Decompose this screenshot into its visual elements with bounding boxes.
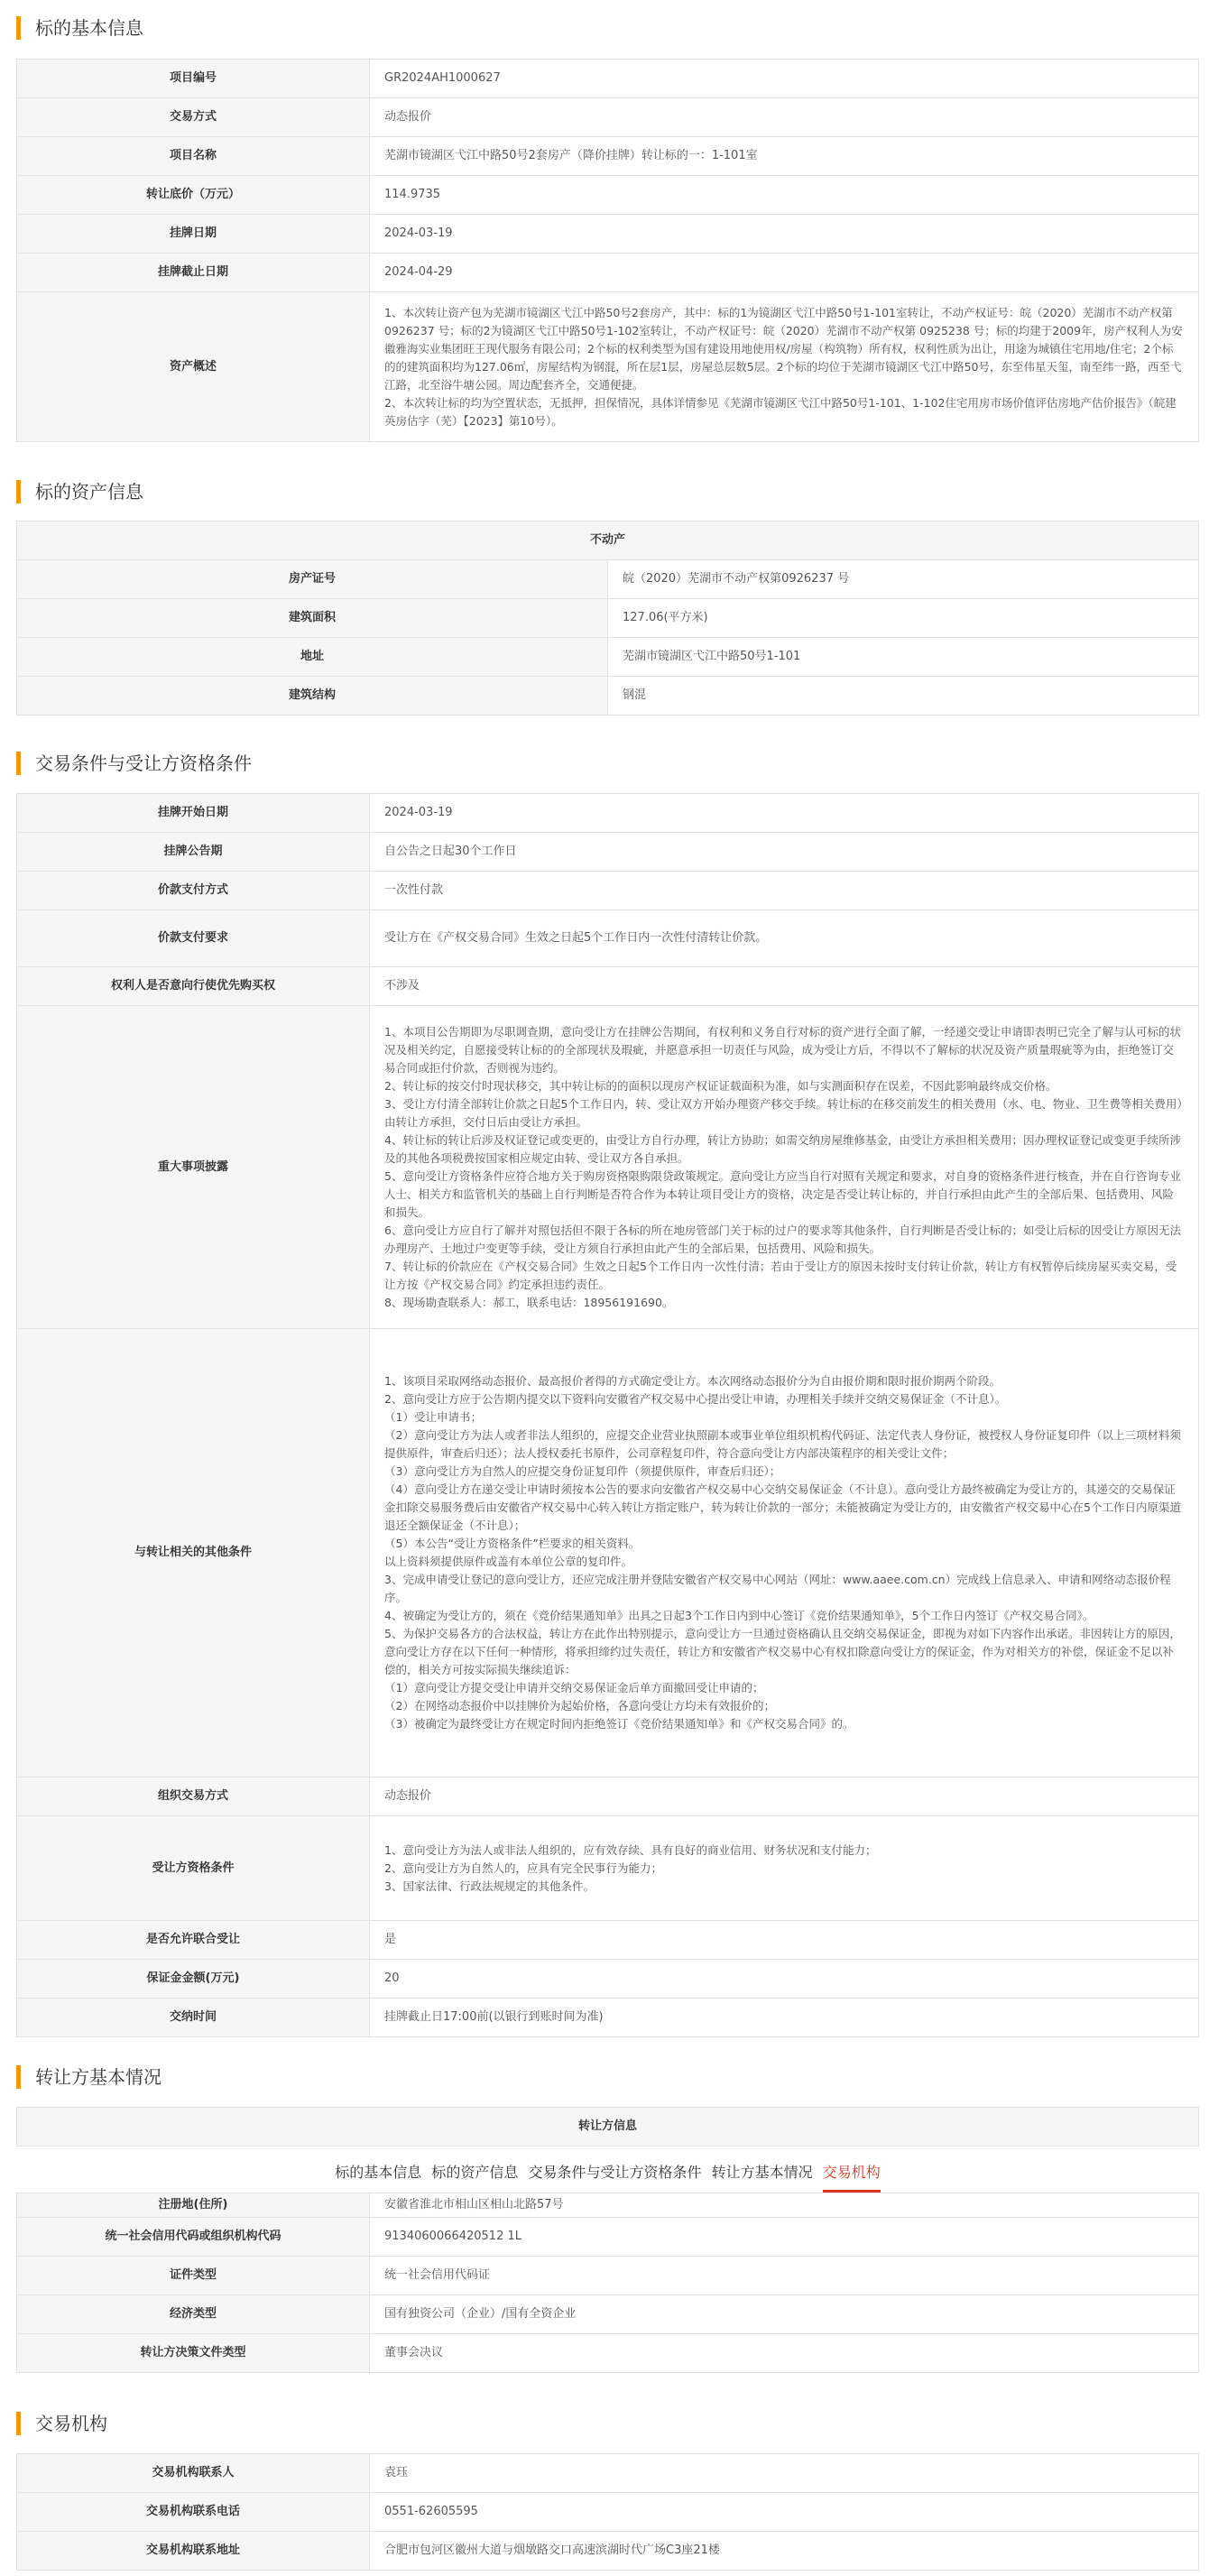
section-title-transferor: 转让方基本情况: [16, 2065, 162, 2089]
tab-basic[interactable]: 标的基本信息: [335, 2164, 422, 2181]
period-label: 挂牌公告期: [17, 833, 370, 872]
org-value: 动态报价: [370, 1777, 1199, 1816]
agency-table: [16, 2453, 1199, 2571]
conditions-table: [16, 793, 1199, 2037]
deadline-label: 交纳时间: [17, 1999, 370, 2037]
deadline-value: 挂牌截止日17:00前(以银行到账时间为准): [370, 1999, 1199, 2037]
section-tabs: [16, 2152, 1199, 2193]
cert-label: 房产证号: [17, 560, 608, 599]
project-name-label: 项目名称: [17, 137, 370, 176]
tab-transferor[interactable]: 转让方基本情况: [711, 2164, 813, 2181]
area-value: 127.06(平方米): [608, 599, 1199, 638]
agency-address-label: 交易机构联系地址: [17, 2532, 370, 2571]
basic-info-table: [16, 59, 1199, 442]
reg-value: 安徽省淮北市相山区相山北路57号: [370, 2193, 1199, 2218]
tab-conditions[interactable]: 交易条件与受让方资格条件: [528, 2164, 702, 2181]
pay-req-value: 受让方在《产权交易合同》生效之日起5个工作日内一次性付清转让价款。: [370, 910, 1199, 967]
start-label: 挂牌开始日期: [17, 794, 370, 833]
agency-phone-label: 交易机构联系电话: [17, 2493, 370, 2532]
agency-address-value: 合肥市包河区徽州大道与烟墩路交口高速滨湖时代广场C3座21楼: [370, 2532, 1199, 2571]
qual-label: 受让方资格条件: [17, 1816, 370, 1921]
section-title-agency: 交易机构: [16, 2412, 107, 2435]
credit-value: 9134060066420512 1L: [370, 2218, 1199, 2257]
credit-label: 统一社会信用代码或组织机构代码: [17, 2218, 370, 2257]
deposit-value: 20: [370, 1960, 1199, 1999]
reg-label: 注册地(住所): [17, 2193, 370, 2218]
agency-phone-value: 0551-62605595: [370, 2493, 1199, 2532]
joint-label: 是否允许联合受让: [17, 1921, 370, 1960]
listing-date-value: 2024-03-19: [370, 215, 1199, 254]
method-label: 交易方式: [17, 98, 370, 137]
econ-label: 经济类型: [17, 2295, 370, 2334]
priority-value: 不涉及: [370, 967, 1199, 1006]
other-label: 与转让相关的其他条件: [17, 1329, 370, 1777]
price-value: 114.9735: [370, 176, 1199, 215]
transferor-table: [16, 2193, 1199, 2373]
tab-asset[interactable]: 标的资产信息: [431, 2164, 519, 2181]
listing-end-value: 2024-04-29: [370, 254, 1199, 292]
section-title-asset: 标的资产信息: [16, 480, 143, 503]
pay-req-label: 价款支付要求: [17, 910, 370, 967]
qual-value: 1、意向受让方为法人或非法人组织的，应有效存续、具有良好的商业信用、财务状况和支付能力； 2、意向受让方为自然人的，应具有完全民事行为能力； 3、国家法律、行政法规规定的其他条件。: [370, 1816, 1199, 1921]
area-label: 建筑面积: [17, 599, 608, 638]
agency-contact-label: 交易机构联系人: [17, 2454, 370, 2493]
section-title-basic: 标的基本信息: [16, 16, 143, 40]
econ-value: 国有独资公司（企业）/国有全资企业: [370, 2295, 1199, 2334]
structure-label: 建筑结构: [17, 677, 608, 716]
deposit-label: 保证金金额(万元): [17, 1960, 370, 1999]
agency-contact-value: 袁珏: [370, 2454, 1199, 2493]
overview-value: 1、本次转让资产包为芜湖市镜湖区弋江中路50号2套房产，其中：标的1为镜湖区弋江中路50号1-101室转让，不动产权证号：皖（2020）芜湖市不动产权第 0926237 号；标的2为镜湖区弋江中路50号1-102室转让，不动产权证号：皖（2020）芜湖市不动产权第 0925238 号；标的均建于2009年，房产权利人为安徽雅海实业集团旺王现代服务有限公司；2个标的权利类型为国有建设用地使用权/房屋（构筑物）所有权，权利性质为出让，用途为城镇住宅用地/住宅；2个标的的建筑面积均为127.06㎡，房屋结构为钢混，所在层1层，房屋总层数5层。2个标的均位于芜湖市镜湖区弋江中路50号，东至伟星天玺，南至纬一路，西至弋江路，北至浴牛塘公园。周边配套齐全，交通便捷。 2、本次转让标的均为空置状态，无抵押，担保情况，具体详情参见《芜湖市镜湖区弋江中路50号1-101、1-102住宅用房市场价值评估房地产估价报告》（皖建英房估字（芜）【2023】第10号）。: [370, 292, 1199, 442]
project-name-value: 芜湖市镜湖区弋江中路50号2套房产（降价挂牌）转让标的一：1-101室: [370, 137, 1199, 176]
disclosure-label: 重大事项披露: [17, 1006, 370, 1329]
transferor-header-table: [16, 2107, 1199, 2147]
address-label: 地址: [17, 638, 608, 677]
decision-label: 转让方决策文件类型: [17, 2334, 370, 2373]
priority-label: 权利人是否意向行使优先购买权: [17, 967, 370, 1006]
org-label: 组织交易方式: [17, 1777, 370, 1816]
asset-info-table: [16, 521, 1199, 716]
price-label: 转让底价（万元）: [17, 176, 370, 215]
cert-type-label: 证件类型: [17, 2257, 370, 2295]
cert-type-value: 统一社会信用代码证: [370, 2257, 1199, 2295]
disclosure-value: 1、本项目公告期即为尽职调查期，意向受让方在挂牌公告期间，有权利和义务自行对标的资产进行全面了解，一经递交受让申请即表明已完全了解与认可标的状况及相关约定，自愿接受转让标的的全部现状及瑕疵，并愿意承担一切责任与风险，成为受让方后，不得以不了解标的状况及资产质量瑕疵等为由，拒绝签订交易合同或拒付价款，否则视为违约。 2、转让标的按交付时现状移交，其中转让标的的面积以现房产权证证载面积为准，如与实测面积存在误差，不因此影响最终成交价格。 3、受让方付清全部转让价款之日起5个工作日内，转、受让双方开始办理资产移交手续。转让标的在移交前发生的相关费用（水、电、物业、卫生费等相关费用）由转让方承担，交付日后由受让方承担。 4、转让标的转让后涉及权证登记或变更的，由受让方自行办理，转让方协助；如需交纳房屋维修基金，由受让方承担相关费用；因办理权证登记或变更手续所涉及的其他各项税费按国家相应规定由转、受让双方各自承担。 5、意向受让方资格条件应符合地方关于购房资格限购限贷政策规定。意向受让方应当自行对照有关规定和要求，对自身的资格条件进行核查，并在自行咨询专业人士、相关方和监管机关的基础上自行判断是否符合作为本转让项目受让方的资格，决定是否受让转让标的，并自行承担由此产生的全部后果、包括费用、风险和损失。 6、意向受让方应自行了解并对照包括但不限于各标的所在地房管部门关于标的过户的要求等其他条件，自行判断是否受让标的；如受让后标的因受让方原因无法办理房产、土地过户变更等手续，受让方须自行承担由此产生的全部后果，包括费用、风险和损失。 7、转让标的价款应在《产权交易合同》生效之日起5个工作日内一次性付清；若由于受让方的原因未按时支付转让价款，转让方有权暂停后续房屋买卖交易，受让方按《产权交易合同》约定承担违约责任。 8、现场勘查联系人：郝工，联系电话：18956191690。: [370, 1006, 1199, 1329]
pay-method-label: 价款支付方式: [17, 872, 370, 910]
pay-method-value: 一次性付款: [370, 872, 1199, 910]
listing-end-label: 挂牌截止日期: [17, 254, 370, 292]
listing-date-label: 挂牌日期: [17, 215, 370, 254]
address-value: 芜湖市镜湖区弋江中路50号1-101: [608, 638, 1199, 677]
joint-value: 是: [370, 1921, 1199, 1960]
project-no-value: GR2024AH1000627: [370, 60, 1199, 98]
transferor-header: 转让方信息: [17, 2108, 1199, 2147]
tab-agency[interactable]: 交易机构: [823, 2152, 881, 2193]
method-value: 动态报价: [370, 98, 1199, 137]
overview-label: 资产概述: [17, 292, 370, 442]
asset-header: 不动产: [17, 522, 1199, 560]
other-value: 1、该项目采取网络动态报价、最高报价者得的方式确定受让方。本次网络动态报价分为自由报价期和限时报价期两个阶段。 2、意向受让方应于公告期内提交以下资料向安徽省产权交易中心提出受让申请，办理相关手续并交纳交易保证金（不计息）。 （1）受让申请书； （2）意向受让方为法人或者非法人组织的，应提交企业营业执照副本或事业单位组织机构代码证、法定代表人身份证，被授权人身份证复印件（以上三项材料须提供原件，审查后归还）；法人授权委托书原件，公司章程复印件，符合意向受让方内部决策程序的相关受让文件； （3）意向受让方为自然人的应提交身份证复印件（须提供原件，审查后归还）； （4）意向受让方在递交受让申请时须按本公告的要求向安徽省产权交易中心交纳交易保证金（不计息）。意向受让方最终被确定为受让方的，其递交的交易保证金扣除交易服务费后由安徽省产权交易中心转入转让方指定账户，转为转让价款的一部分；未能被确定为受让方的，由安徽省产权交易中心在5个工作日内原渠道退还全额保证金（不计息）； （5）本公告“受让方资格条件”栏要求的相关资料。 以上资料须提供原件或盖有本单位公章的复印件。 3、完成申请受让登记的意向受让方，还应完成注册并登陆安徽省产权交易中心网站（网址：www.aaee.com.cn）完成线上信息录入、申请和网络动态报价程序。 4、被确定为受让方的，须在《竞价结果通知单》出具之日起3个工作日内到中心签订《竞价结果通知单》，5个工作日内签订《产权交易合同》。 5、为保护交易各方的合法权益，转让方在此作出特别提示，意向受让方一旦通过资格确认且交纳交易保证金，即视为对如下内容作出承诺。非因转让方的原因，意向受让方存在以下任何一种情形，将承担缔约过失责任，转让方和安徽省产权交易中心有权扣除意向受让方的保证金，作为对相关方的补偿，保证金不足以补偿的，相关方可按实际损失继续追诉： （1）意向受让方提交受让申请并交纳交易保证金后单方面撤回受让申请的； （2）在网络动态报价中以挂牌价为起始价格，各意向受让方均未有效报价的； （3）被确定为最终受让方在规定时间内拒绝签订《竞价结果通知单》和《产权交易合同》的。: [370, 1329, 1199, 1777]
project-no-label: 项目编号: [17, 60, 370, 98]
section-title-conditions: 交易条件与受让方资格条件: [16, 752, 252, 775]
period-value: 自公告之日起30个工作日: [370, 833, 1199, 872]
start-value: 2024-03-19: [370, 794, 1199, 833]
structure-value: 钢混: [608, 677, 1199, 716]
cert-value: 皖（2020）芜湖市不动产权第0926237 号: [608, 560, 1199, 599]
decision-value: 董事会决议: [370, 2334, 1199, 2373]
